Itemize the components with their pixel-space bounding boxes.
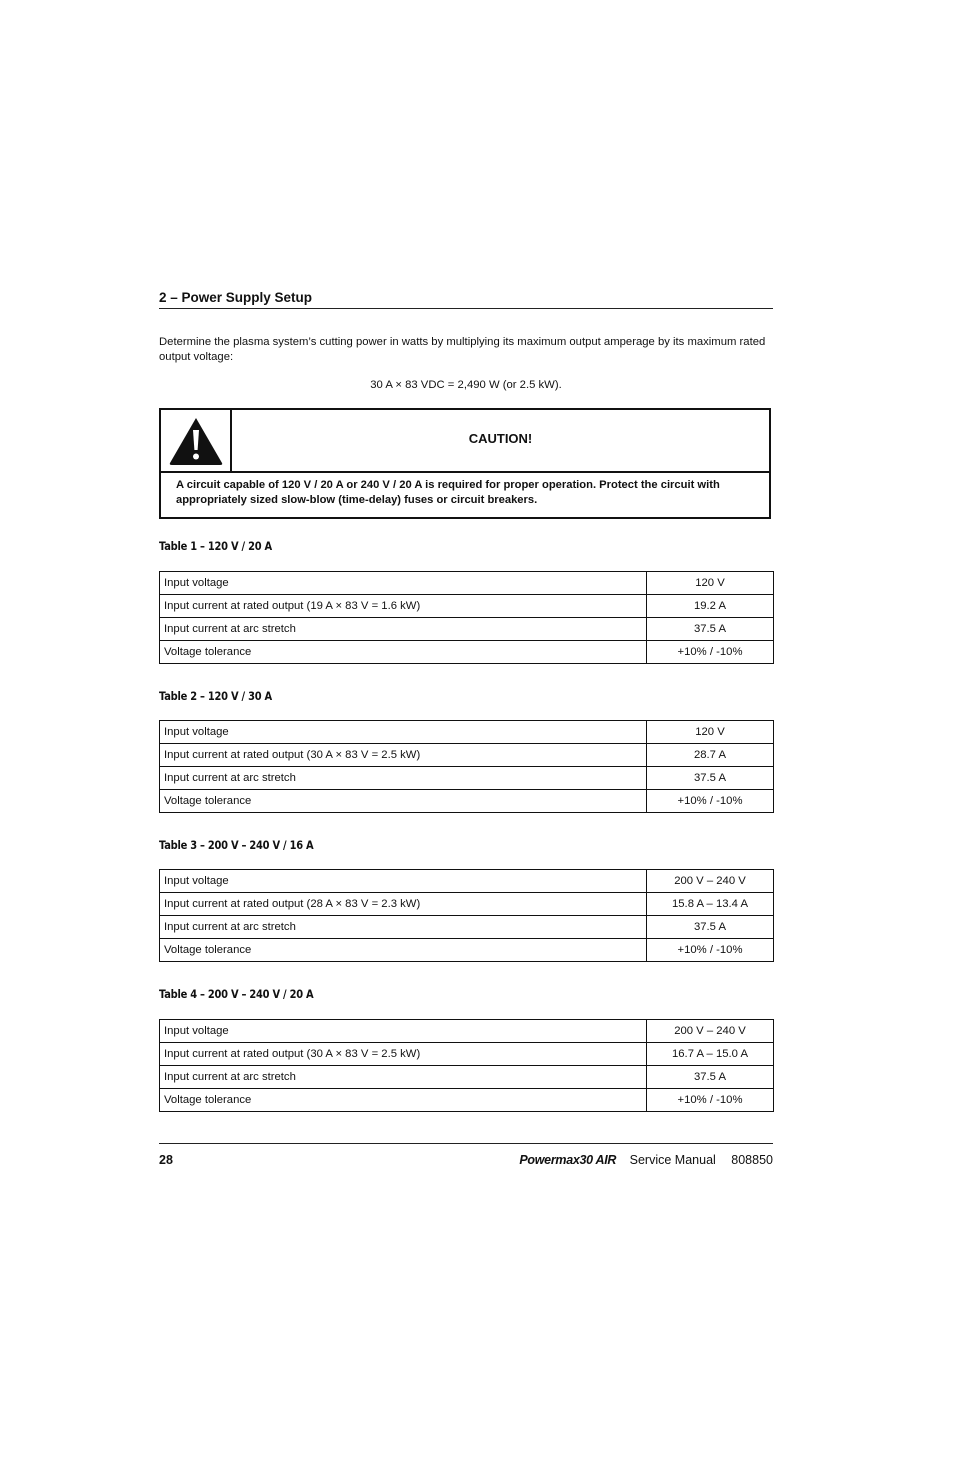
- row-label: Input current at arc stretch: [160, 916, 647, 939]
- table-row: [160, 721, 774, 744]
- table-row: [160, 1089, 774, 1112]
- row-value: 37.5 A: [647, 618, 774, 641]
- row-label: Voltage tolerance: [160, 939, 647, 962]
- row-label: Input voltage: [160, 870, 647, 893]
- table-row: [160, 893, 774, 916]
- row-label: Input current at arc stretch: [160, 767, 647, 790]
- row-label: Input current at arc stretch: [160, 618, 647, 641]
- row-value: 37.5 A: [647, 767, 774, 790]
- row-value: 120 V: [647, 572, 774, 595]
- row-label: Input voltage: [160, 572, 647, 595]
- table-row: [160, 870, 774, 893]
- row-label: Input current at rated output (30 A × 83 V = 2.5 kW): [160, 1043, 647, 1066]
- row-label: Input current at rated output (19 A × 83 V = 1.6 kW): [160, 595, 647, 618]
- caution-title: CAUTION!: [468, 431, 533, 446]
- table-row: [160, 767, 774, 790]
- row-label: Input voltage: [160, 721, 647, 744]
- row-value: 16.7 A – 15.0 A: [647, 1043, 774, 1066]
- table-row: [160, 1066, 774, 1089]
- row-label: Input current at arc stretch: [160, 1066, 647, 1089]
- row-value: +10% / -10%: [647, 790, 774, 813]
- footer-doc-info: [519, 1153, 773, 1167]
- caution-box: [159, 408, 771, 519]
- row-label: Input current at rated output (28 A × 83 V = 2.3 kW): [160, 893, 647, 916]
- row-value: 120 V: [647, 721, 774, 744]
- page-number: 28: [159, 1153, 173, 1167]
- spec-table: [159, 720, 774, 813]
- row-label: Voltage tolerance: [160, 1089, 647, 1112]
- table-row: [160, 916, 774, 939]
- intro-paragraph: Determine the plasma system’s cutting power in watts by multiplying its maximum output amperage by its maximum rated output voltage:: [159, 336, 766, 363]
- spec-table: [159, 869, 774, 962]
- table-caption: Table 3 – 200 V – 240 V / 16 A: [159, 838, 314, 852]
- table-row: [160, 790, 774, 813]
- table-row: [160, 618, 774, 641]
- section-header: [159, 288, 773, 309]
- row-label: Voltage tolerance: [160, 641, 647, 664]
- caution-icon-cell: [161, 410, 232, 471]
- row-value: 28.7 A: [647, 744, 774, 767]
- table-row: [160, 572, 774, 595]
- table-row: [160, 1020, 774, 1043]
- power-formula: 30 A × 83 VDC = 2,490 W (or 2.5 kW).: [370, 379, 562, 391]
- table-row: [160, 1043, 774, 1066]
- row-value: +10% / -10%: [647, 1089, 774, 1112]
- table-row: [160, 744, 774, 767]
- table-row: [160, 595, 774, 618]
- section-title: 2 – Power Supply Setup: [159, 290, 313, 305]
- row-label: Voltage tolerance: [160, 790, 647, 813]
- spec-table: [159, 1019, 774, 1112]
- spec-table: [159, 571, 774, 664]
- row-value: 37.5 A: [647, 916, 774, 939]
- page-footer: [159, 1143, 773, 1168]
- caution-body: A circuit capable of 120 V / 20 A or 240 V / 20 A is required for proper operation. Protect the circuit with appropriately sized slow-blow (time-delay) fuses or circuit breakers.: [176, 479, 720, 506]
- table-caption: Table 2 – 120 V / 30 A: [159, 689, 272, 703]
- warning-triangle-icon: [168, 416, 224, 466]
- table-caption: Table 4 – 200 V – 240 V / 20 A: [159, 987, 314, 1001]
- table-row: [160, 641, 774, 664]
- row-label: Input voltage: [160, 1020, 647, 1043]
- manual-name: Service Manual: [629, 1153, 716, 1167]
- row-value: +10% / -10%: [647, 939, 774, 962]
- row-label: Input current at rated output (30 A × 83 V = 2.5 kW): [160, 744, 647, 767]
- caution-header: [161, 410, 769, 473]
- row-value: 15.8 A – 13.4 A: [647, 893, 774, 916]
- row-value: 200 V – 240 V: [647, 870, 774, 893]
- row-value: 19.2 A: [647, 595, 774, 618]
- row-value: 37.5 A: [647, 1066, 774, 1089]
- row-value: 200 V – 240 V: [647, 1020, 774, 1043]
- table-caption: Table 1 – 120 V / 20 A: [159, 539, 272, 553]
- row-value: +10% / -10%: [647, 641, 774, 664]
- table-row: [160, 939, 774, 962]
- product-name: Powermax30 AIR: [519, 1153, 617, 1167]
- document-number: 808850: [731, 1153, 773, 1167]
